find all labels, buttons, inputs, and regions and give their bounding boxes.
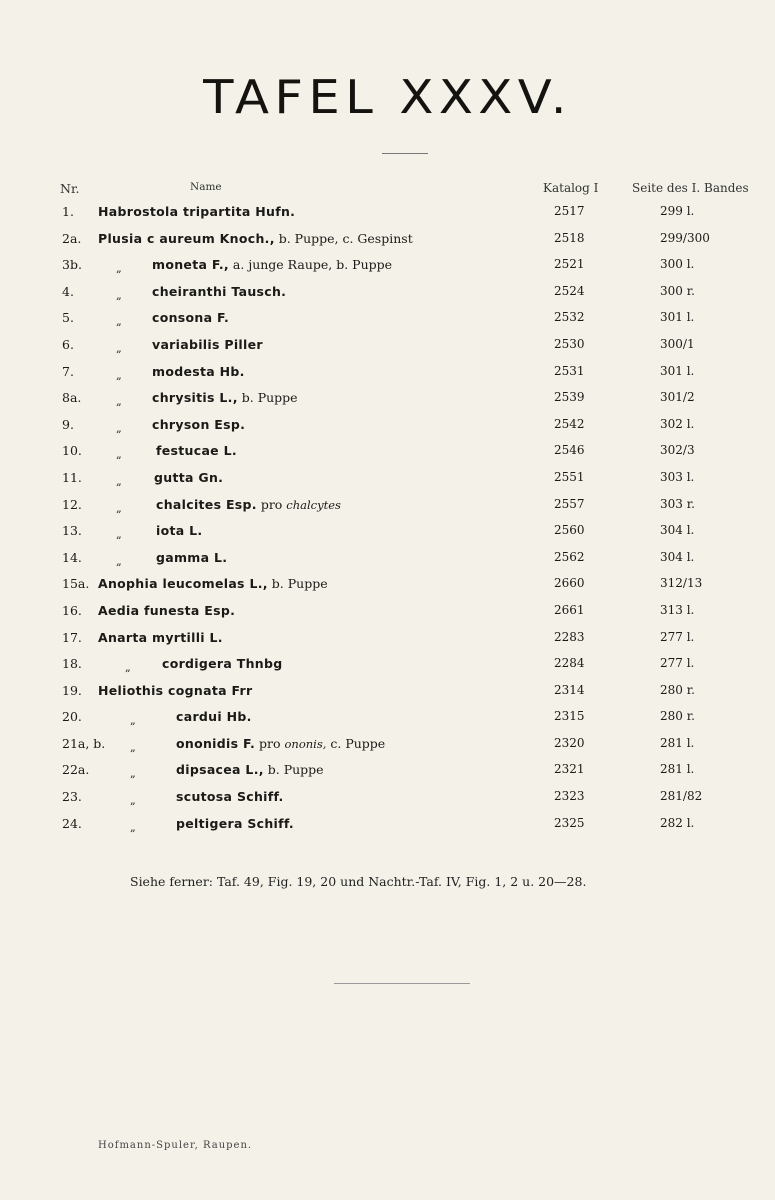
row-number: 17. — [62, 629, 82, 645]
species-name-bold: moneta F., — [152, 257, 229, 273]
katalog-number: 2517 — [554, 204, 585, 218]
table-row — [0, 228, 775, 255]
page-reference: 300 r. — [660, 283, 695, 298]
katalog-number: 2660 — [554, 576, 585, 591]
page-reference: 280 r. — [660, 709, 695, 724]
row-number: 12. — [62, 496, 82, 512]
species-name-bold: festucae L. — [156, 443, 237, 459]
table-row — [0, 653, 775, 680]
katalog-number: 2661 — [554, 602, 585, 617]
page-reference: 301 l. — [660, 310, 695, 325]
page-reference: 281 l. — [660, 762, 695, 777]
species-name — [156, 550, 227, 566]
row-number: 20. — [62, 709, 82, 725]
ditto-mark: „ — [130, 714, 136, 728]
page-reference: 277 l. — [660, 629, 695, 644]
species-name — [152, 310, 229, 326]
table-row — [0, 573, 775, 600]
page-reference: 312/13 — [660, 576, 703, 591]
page-reference: 282 l. — [660, 815, 695, 830]
species-name — [152, 257, 392, 273]
species-name — [152, 390, 298, 406]
table-row — [0, 387, 775, 414]
page-reference: 301 l. — [660, 363, 695, 378]
ditto-mark: „ — [125, 661, 131, 675]
ditto-mark: „ — [116, 448, 122, 462]
ditto-mark: „ — [116, 341, 122, 355]
top-divider — [382, 153, 428, 154]
katalog-number: 2321 — [554, 762, 585, 777]
page-reference: 303 r. — [660, 496, 695, 511]
species-name-bold: chryson Esp. — [152, 416, 246, 432]
table-row — [0, 520, 775, 547]
table-row — [0, 627, 775, 654]
species-name — [98, 683, 252, 699]
page-reference: 299 l. — [660, 204, 695, 218]
katalog-number: 2539 — [554, 390, 585, 405]
bottom-divider — [334, 983, 470, 984]
katalog-number: 2557 — [554, 496, 585, 511]
species-name-bold: cardui Hb. — [176, 709, 252, 725]
table-row — [0, 254, 775, 281]
species-name — [156, 497, 341, 513]
footnote: Siehe ferner: Taf. 49, Fig. 19, 20 und Nachtr.-Taf. IV, Fig. 1, 2 u. 20—28. — [130, 874, 587, 889]
katalog-number: 2562 — [554, 549, 585, 564]
species-note: b. Puppe — [237, 390, 298, 406]
katalog-number: 2284 — [554, 656, 585, 671]
katalog-number: 2546 — [554, 443, 585, 458]
species-name — [152, 337, 263, 353]
species-note: a. junge Raupe, b. Puppe — [228, 257, 393, 273]
species-name — [154, 470, 223, 486]
ditto-mark: „ — [116, 528, 122, 542]
page-reference: 302 l. — [660, 416, 695, 431]
row-number: 14. — [62, 549, 82, 565]
row-number: 9. — [62, 416, 74, 432]
species-name-bold: iota L. — [156, 523, 203, 539]
species-name-bold: chalcites Esp. — [156, 496, 257, 512]
katalog-number: 2283 — [554, 629, 585, 644]
species-name-bold: modesta Hb. — [152, 363, 245, 379]
species-name-bold: Heliothis cognata Frr — [98, 682, 253, 698]
katalog-number: 2531 — [554, 363, 585, 378]
page-reference: 302/3 — [660, 443, 695, 458]
katalog-number: 2524 — [554, 283, 585, 298]
row-number: 22a. — [62, 762, 90, 778]
row-number: 4. — [62, 283, 74, 299]
table-row — [0, 706, 775, 733]
row-number: 18. — [62, 656, 82, 672]
row-number: 10. — [62, 443, 82, 459]
table-row — [0, 307, 775, 334]
species-name — [98, 204, 295, 220]
page-reference: 304 l. — [660, 549, 695, 564]
species-name-bold: Aedia funesta Esp. — [98, 602, 236, 618]
species-name — [152, 417, 245, 433]
species-name-bold: gutta Gn. — [154, 469, 224, 485]
species-name — [98, 630, 223, 646]
row-number: 13. — [62, 523, 82, 539]
katalog-number: 2551 — [554, 469, 585, 484]
species-name-bold: peltigera Schiff. — [176, 815, 294, 831]
species-name — [176, 762, 324, 778]
page-reference: 281 l. — [660, 735, 695, 750]
page-reference: 304 l. — [660, 523, 695, 538]
header-nr: Nr. — [60, 181, 80, 196]
ditto-mark: „ — [116, 315, 122, 329]
page-reference: 313 l. — [660, 602, 695, 617]
species-note: pro — [256, 496, 287, 512]
table-row — [0, 440, 775, 467]
katalog-number: 2325 — [554, 815, 585, 830]
ditto-mark: „ — [130, 820, 136, 834]
row-number: 6. — [62, 336, 74, 352]
species-name-bold: scutosa Schiff. — [176, 789, 284, 805]
row-number: 21a, b. — [62, 735, 106, 751]
species-name — [156, 523, 202, 539]
row-number: 19. — [62, 682, 82, 698]
page-reference: 280 r. — [660, 682, 695, 697]
ditto-mark: „ — [116, 288, 122, 302]
species-name — [162, 656, 283, 672]
katalog-number: 2542 — [554, 416, 585, 431]
species-name — [98, 231, 413, 247]
species-note: pro — [255, 735, 285, 751]
species-name-bold: chrysitis L., — [152, 390, 238, 406]
row-number: 16. — [62, 602, 82, 618]
table-row — [0, 414, 775, 441]
imprint: Hofmann-Spuler, Raupen. — [98, 1140, 253, 1151]
row-number: 2a. — [62, 230, 82, 246]
header-katalog: Katalog I — [543, 181, 599, 195]
species-name — [98, 603, 235, 619]
row-number: 7. — [62, 363, 74, 379]
species-name — [152, 364, 245, 380]
katalog-number: 2532 — [554, 310, 585, 325]
table-row — [0, 759, 775, 786]
species-name-bold: Anarta myrtilli L. — [98, 629, 223, 645]
row-number: 8a. — [62, 390, 82, 406]
page-reference: 303 l. — [660, 469, 695, 484]
species-name — [176, 709, 252, 725]
species-name — [176, 736, 385, 752]
table-row — [0, 494, 775, 521]
species-name — [176, 816, 294, 832]
species-note: b. Puppe — [267, 576, 328, 592]
katalog-number: 2521 — [554, 257, 585, 272]
table-row — [0, 680, 775, 707]
ditto-mark: „ — [130, 740, 136, 754]
species-note-italic: ononis, — [284, 736, 327, 751]
katalog-number: 2314 — [554, 682, 585, 697]
row-number: 1. — [62, 204, 74, 219]
katalog-number: 2518 — [554, 230, 585, 245]
species-table — [0, 201, 775, 839]
table-row — [0, 786, 775, 813]
table-row — [0, 361, 775, 388]
table-row — [0, 467, 775, 494]
ditto-mark: „ — [116, 474, 122, 488]
species-note: b. Puppe, c. Gespinst — [274, 230, 413, 246]
katalog-number: 2323 — [554, 789, 585, 804]
species-name-bold: Plusia c aureum Knoch., — [98, 230, 275, 246]
species-note-tail: c. Puppe — [326, 735, 386, 751]
table-row — [0, 281, 775, 308]
katalog-number: 2530 — [554, 336, 585, 351]
species-name-bold: dipsacea L., — [176, 762, 264, 778]
ditto-mark: „ — [116, 554, 122, 568]
species-name-bold: consona F. — [152, 310, 230, 326]
ditto-mark: „ — [130, 767, 136, 781]
table-row — [0, 201, 775, 228]
row-number: 11. — [62, 469, 82, 485]
species-name-bold: variabilis Piller — [152, 336, 263, 352]
species-note-italic: chalcytes — [286, 497, 341, 512]
row-number: 24. — [62, 815, 82, 831]
row-number: 15a. — [62, 576, 90, 592]
header-name: Name — [190, 181, 222, 193]
species-name-bold: gamma L. — [156, 549, 228, 565]
row-number: 23. — [62, 789, 82, 805]
species-name — [176, 789, 284, 805]
page-reference: 300/1 — [660, 336, 695, 351]
species-name-bold: cordigera Thnbg — [162, 656, 283, 672]
katalog-number: 2560 — [554, 523, 585, 538]
species-name — [98, 576, 328, 592]
page-title: TAFEL XXXV. — [203, 70, 572, 124]
katalog-number: 2315 — [554, 709, 585, 724]
species-name-bold: cheiranthi Tausch. — [152, 283, 287, 299]
table-row — [0, 334, 775, 361]
page-reference: 299/300 — [660, 230, 710, 245]
katalog-number: 2320 — [554, 735, 585, 750]
ditto-mark: „ — [130, 794, 136, 808]
header-seite: Seite des I. Bandes — [632, 181, 749, 195]
page-reference: 301/2 — [660, 390, 695, 405]
table-row — [0, 733, 775, 760]
species-note: b. Puppe — [263, 762, 324, 778]
table-row — [0, 600, 775, 627]
page-reference: 300 l. — [660, 257, 695, 272]
ditto-mark: „ — [116, 262, 122, 276]
species-name-bold: Habrostola tripartita Hufn. — [98, 204, 296, 219]
page-reference: 281/82 — [660, 789, 703, 804]
ditto-mark: „ — [116, 501, 122, 515]
ditto-mark: „ — [116, 368, 122, 382]
species-name — [152, 284, 286, 300]
species-name-bold: Anophia leucomelas L., — [98, 576, 268, 592]
row-number: 5. — [62, 310, 74, 326]
ditto-mark: „ — [116, 421, 122, 435]
species-name — [156, 443, 237, 459]
species-name-bold: ononidis F. — [176, 735, 256, 751]
row-number: 3b. — [62, 257, 82, 273]
table-row — [0, 547, 775, 574]
ditto-mark: „ — [116, 395, 122, 409]
page-reference: 277 l. — [660, 656, 695, 671]
table-row — [0, 813, 775, 840]
